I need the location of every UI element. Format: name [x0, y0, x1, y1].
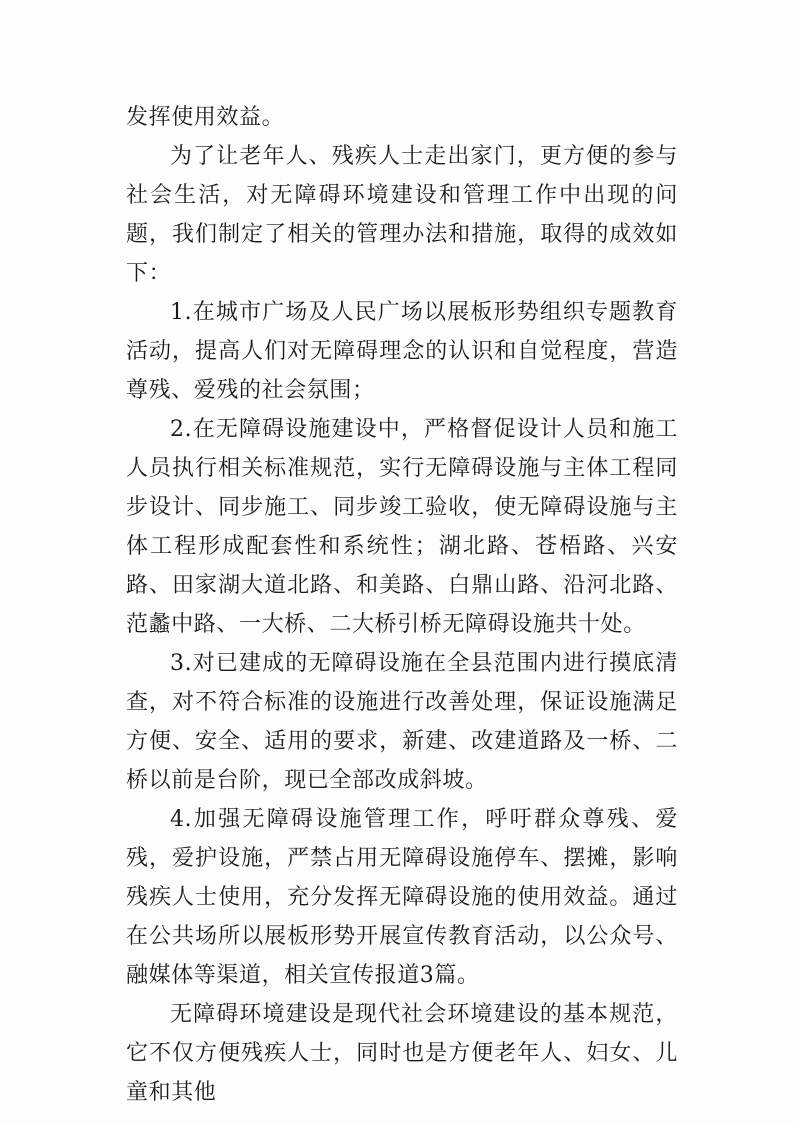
document-body — [126, 98, 678, 1112]
paragraph-item-1: 1.在城市广场及人民广场以展板形势组织专题教育活动，提高人们对无障碍理念的认识和自觉程度，营造尊残、爱残的社会氛围； — [126, 300, 678, 403]
paragraph-item-3: 3.对已建成的无障碍设施在全县范围内进行摸底清查，对不符合标准的设施进行改善处理，保证设施满足方便、安全、适用的要求，新建、改建道路及一桥、二桥以前是台阶，现已全部改成斜坡。 — [126, 651, 678, 793]
paragraph-item-4: 4.加强无障碍设施管理工作，呼吁群众尊残、爱残，爱护设施，严禁占用无障碍设施停车、摆摊，影响残疾人士使用，充分发挥无障碍设施的使用效益。通过在公共场所以展板形势开展宣传教育活动，以公众号、融媒体等渠道，相关宣传报道3篇。 — [126, 807, 678, 988]
paragraph-item-2: 2.在无障碍设施建设中，严格督促设计人员和施工人员执行相关标准规范，实行无障碍设施与主体工程同步设计、同步施工、同步竣工验收，使无障碍设施与主体工程形成配套性和系统性；湖北路、苍梧路、兴安路、田家湖大道北路、和美路、白鼎山路、沿河北路、范蠡中路、一大桥、二大桥引桥无障碍设施共十处。 — [126, 417, 678, 637]
paragraph-conclusion: 无障碍环境建设是现代社会环境建设的基本规范，它不仅方便残疾人士，同时也是方便老年人、妇女、儿童和其他 — [126, 1002, 678, 1105]
paragraph-continuation: 发挥使用效益。 — [126, 105, 285, 130]
paragraph-intro: 为了让老年人、残疾人士走出家门，更方便的参与社会生活，对无障碍环境建设和管理工作中出现的问题，我们制定了相关的管理办法和措施，取得的成效如下： — [126, 144, 678, 286]
